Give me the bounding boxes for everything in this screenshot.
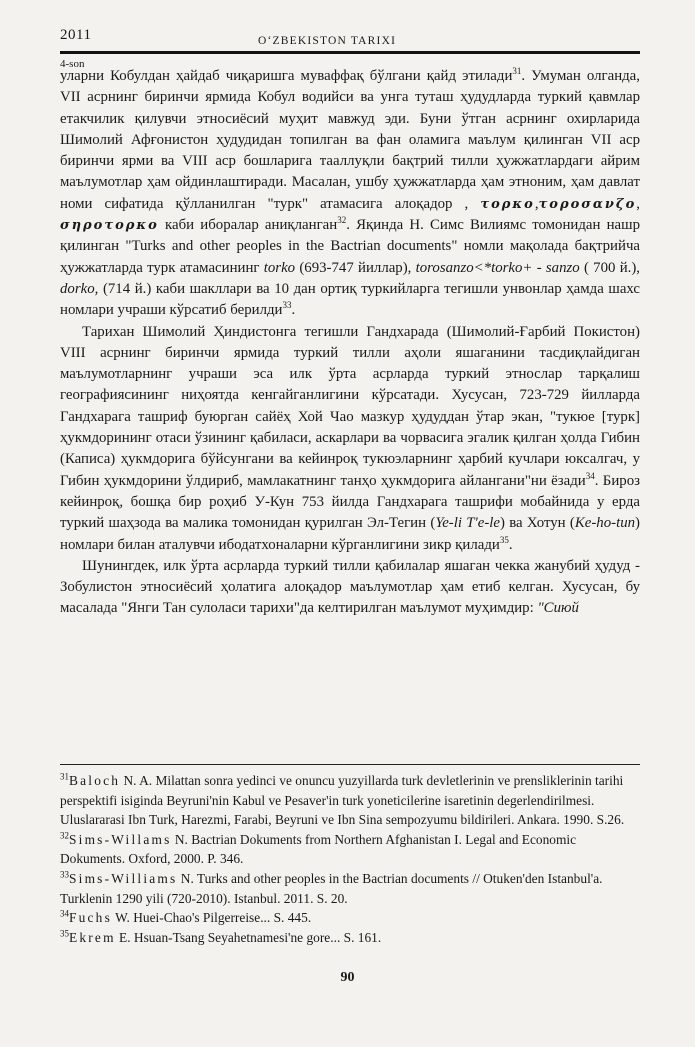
text-run: (714 й.) каби шакллари ва 10 дан ортиқ туркийларга тегишли унвонлар ҳамда шахс номлари учраши кўрсатиб берилди: [60, 280, 640, 319]
issue-label: 4-son: [60, 58, 85, 70]
italic-run: "Сиюй: [537, 600, 579, 617]
footnote-ref: 31: [60, 771, 69, 782]
page-number: 90: [340, 970, 355, 985]
footnote-ref: 34: [585, 470, 595, 481]
footnote-35: [60, 928, 642, 948]
text-run: . Бироз кейинроқ, бошқа бир роҳиб У-Кун 753 йилда Гандхарага ташрифи мобайнида у ерда туркий шаҳзода ва малика томонидан қурилган Эл-Тегин (: [60, 472, 640, 532]
header-rule: [60, 51, 640, 54]
text-run: каби иборалар аниқланган: [158, 217, 338, 234]
footnote-33: [60, 869, 642, 908]
italic-run: dorko,: [60, 280, 99, 297]
paragraph: [60, 556, 640, 620]
text-run: уларни Кобулдан ҳайдаб чиқаришга муваффақ бўлгани қайд этилади: [60, 68, 513, 84]
text-run: ( 700 й.),: [579, 259, 640, 276]
text-run: . Яқинда Н. Симс Вилиямс томонидан нашр қилинган "Turks and other peoples in the Bactrian documents" номли мақолада бақтрийча ҳужжатларда турк атамасининг: [60, 217, 640, 276]
text-run: ) ва Хотун (: [499, 515, 575, 532]
greek-term: τοροσανζο: [538, 196, 637, 212]
text-run: ,: [534, 195, 539, 212]
italic-run: Ke-ho-tun: [574, 515, 636, 532]
footnote-ref: 32: [60, 830, 69, 841]
text-run: . Умуман олганда, VII асрнинг биринчи ярмида Кобул водийси ва унга туташ ҳудудларда туркий қавмлар етакчилик қилувчи этносиёсий муҳит мавжуд эди. Буни ўтган асрнинг охирларида Шимолий Афғонистон ҳудудидан топилган ва фан оламига маълум қилинган VII аср биринчи ярми ва VIII аср бошларига тааллуқли бақтрий тилли ҳужжатлардаги айрим маълумотлар ҳам ойдинлаштиради. Масалан, ушбу ҳужжатларда ҳам этноним, ҳам давлат номи сифатида қўлланилган "турк" атамасига алоқадор ,: [60, 68, 640, 212]
text-run: ,: [636, 195, 640, 212]
text-run: N. A. Milattan sonra yedinci ve onuncu yuzyillarda turk devletlerinin ve prensliklerinin tarihi perspektifi isiginda Beyruni'nin Kabul ve Pesaver'in turk yoneticilerine isaretinin degerlendirilmesi. Uluslararasi Ibn Turk, Harezmi, Farabi, Beyruni ve Ibn Sina sempozyumu bildirileri. Ankara. 1990. S.26.: [60, 773, 625, 828]
footnotes: [60, 771, 642, 947]
greek-term: σηροτορκο: [60, 218, 159, 234]
footnote-ref: 33: [60, 869, 69, 880]
footnote-32: [60, 830, 642, 869]
footnote-ref: 34: [60, 908, 69, 919]
paragraph: [60, 66, 640, 322]
footnote-ref: 32: [337, 215, 347, 226]
text-run: Шунингдек, илк ўрта асрларда туркий тилли қабилалар яшаган чекка жанубий ҳудуд - Зобулистон этносиёсий ҳолатига алоқадор маълумотлар ҳам етиб келган. Хусусан, бу масалада "Янги Тан сулоласи тарихи"да келтирилган маълумот муҳимдир:: [60, 557, 640, 617]
footnote-rule: [60, 764, 640, 765]
footnote-31: [60, 771, 642, 830]
text-run: E. Hsuan-Tsang Seyahetnamesi'ne gore... S. 161.: [115, 929, 382, 945]
author-name: Fuchs: [69, 910, 112, 926]
text-run: .: [508, 536, 513, 553]
text-run: ) номлари билан аталувчи ибодатхоналарни кўрганлигини зикр қилади: [60, 515, 640, 553]
text-run: N. Bactrian Dokuments from Northern Afghanistan I. Legal and Economic Dokuments. Oxford, 2000. P. 346.: [60, 831, 577, 867]
author-name: Ekrem: [69, 929, 116, 945]
text-run: Тарихан Шимолий Ҳиндистонга тегишли Гандхарада (Шимолий-Ғарбий Покистон) VIII асрнинг биринчи ярмида туркий тилли аҳоли яшаганини тасдиқлайдиган маълумотларнинг учраши эса илк ўрта асрларда туркий этнослар тарқалиш географиясининг ниҳоятда кенгайганлигини кўрсатади. Хусусан, 723-729 йилларда Гандхарага ташриф буюрган сайёҳ Хой Чао мазкур ҳудуддан ўтар экан, "тукюе [турк] ҳукмдорининг отаси ўзининг қабиласи, аскарлари ва чорвасига эгалик қилган ҳолда Гибин (Каписа) ҳукмдорига бўйсунгани ва кейинроқ тукюэларнинг ҳарбий кучлари юксалгач, у Гибин ҳукмдорини ўлдириб, мамлакатнинг танҳо ҳукмдорига айлангани"ни ёзади: [60, 323, 640, 489]
footnote-ref: 33: [282, 300, 292, 311]
article-body: [60, 66, 640, 620]
text-run: W. Huei-Chao's Pilgerreise... S. 445.: [112, 910, 312, 926]
footnote-34: [60, 908, 642, 928]
footnote-ref: 35: [499, 534, 509, 545]
paragraph: [60, 322, 640, 556]
text-run: .: [291, 302, 296, 319]
text-run: N. Turks and other peoples in the Bactrian documents // Otuken'den Istanbul'a. Turklenin 1290 yili (720-2010). Istanbul. 2011. S. 20.: [60, 870, 603, 906]
author-name: Sims-Willams: [69, 831, 172, 847]
italic-run: Ye-li T'e-le: [435, 515, 500, 532]
header-year: 2011: [60, 27, 92, 43]
text-run: (693-747 йиллар),: [295, 259, 416, 276]
italic-run: torosanzo<*torko+ - sanzo: [415, 259, 580, 276]
journal-title: O‘ZBEKISTON TARIXI: [258, 35, 397, 47]
footnote-ref: 31: [512, 66, 522, 77]
italic-run: torko: [263, 259, 296, 276]
author-name: Sims-Williams: [69, 870, 178, 886]
author-name: Baloch: [69, 773, 121, 788]
footnote-ref: 35: [60, 928, 69, 939]
greek-term: τορκο: [480, 196, 535, 212]
